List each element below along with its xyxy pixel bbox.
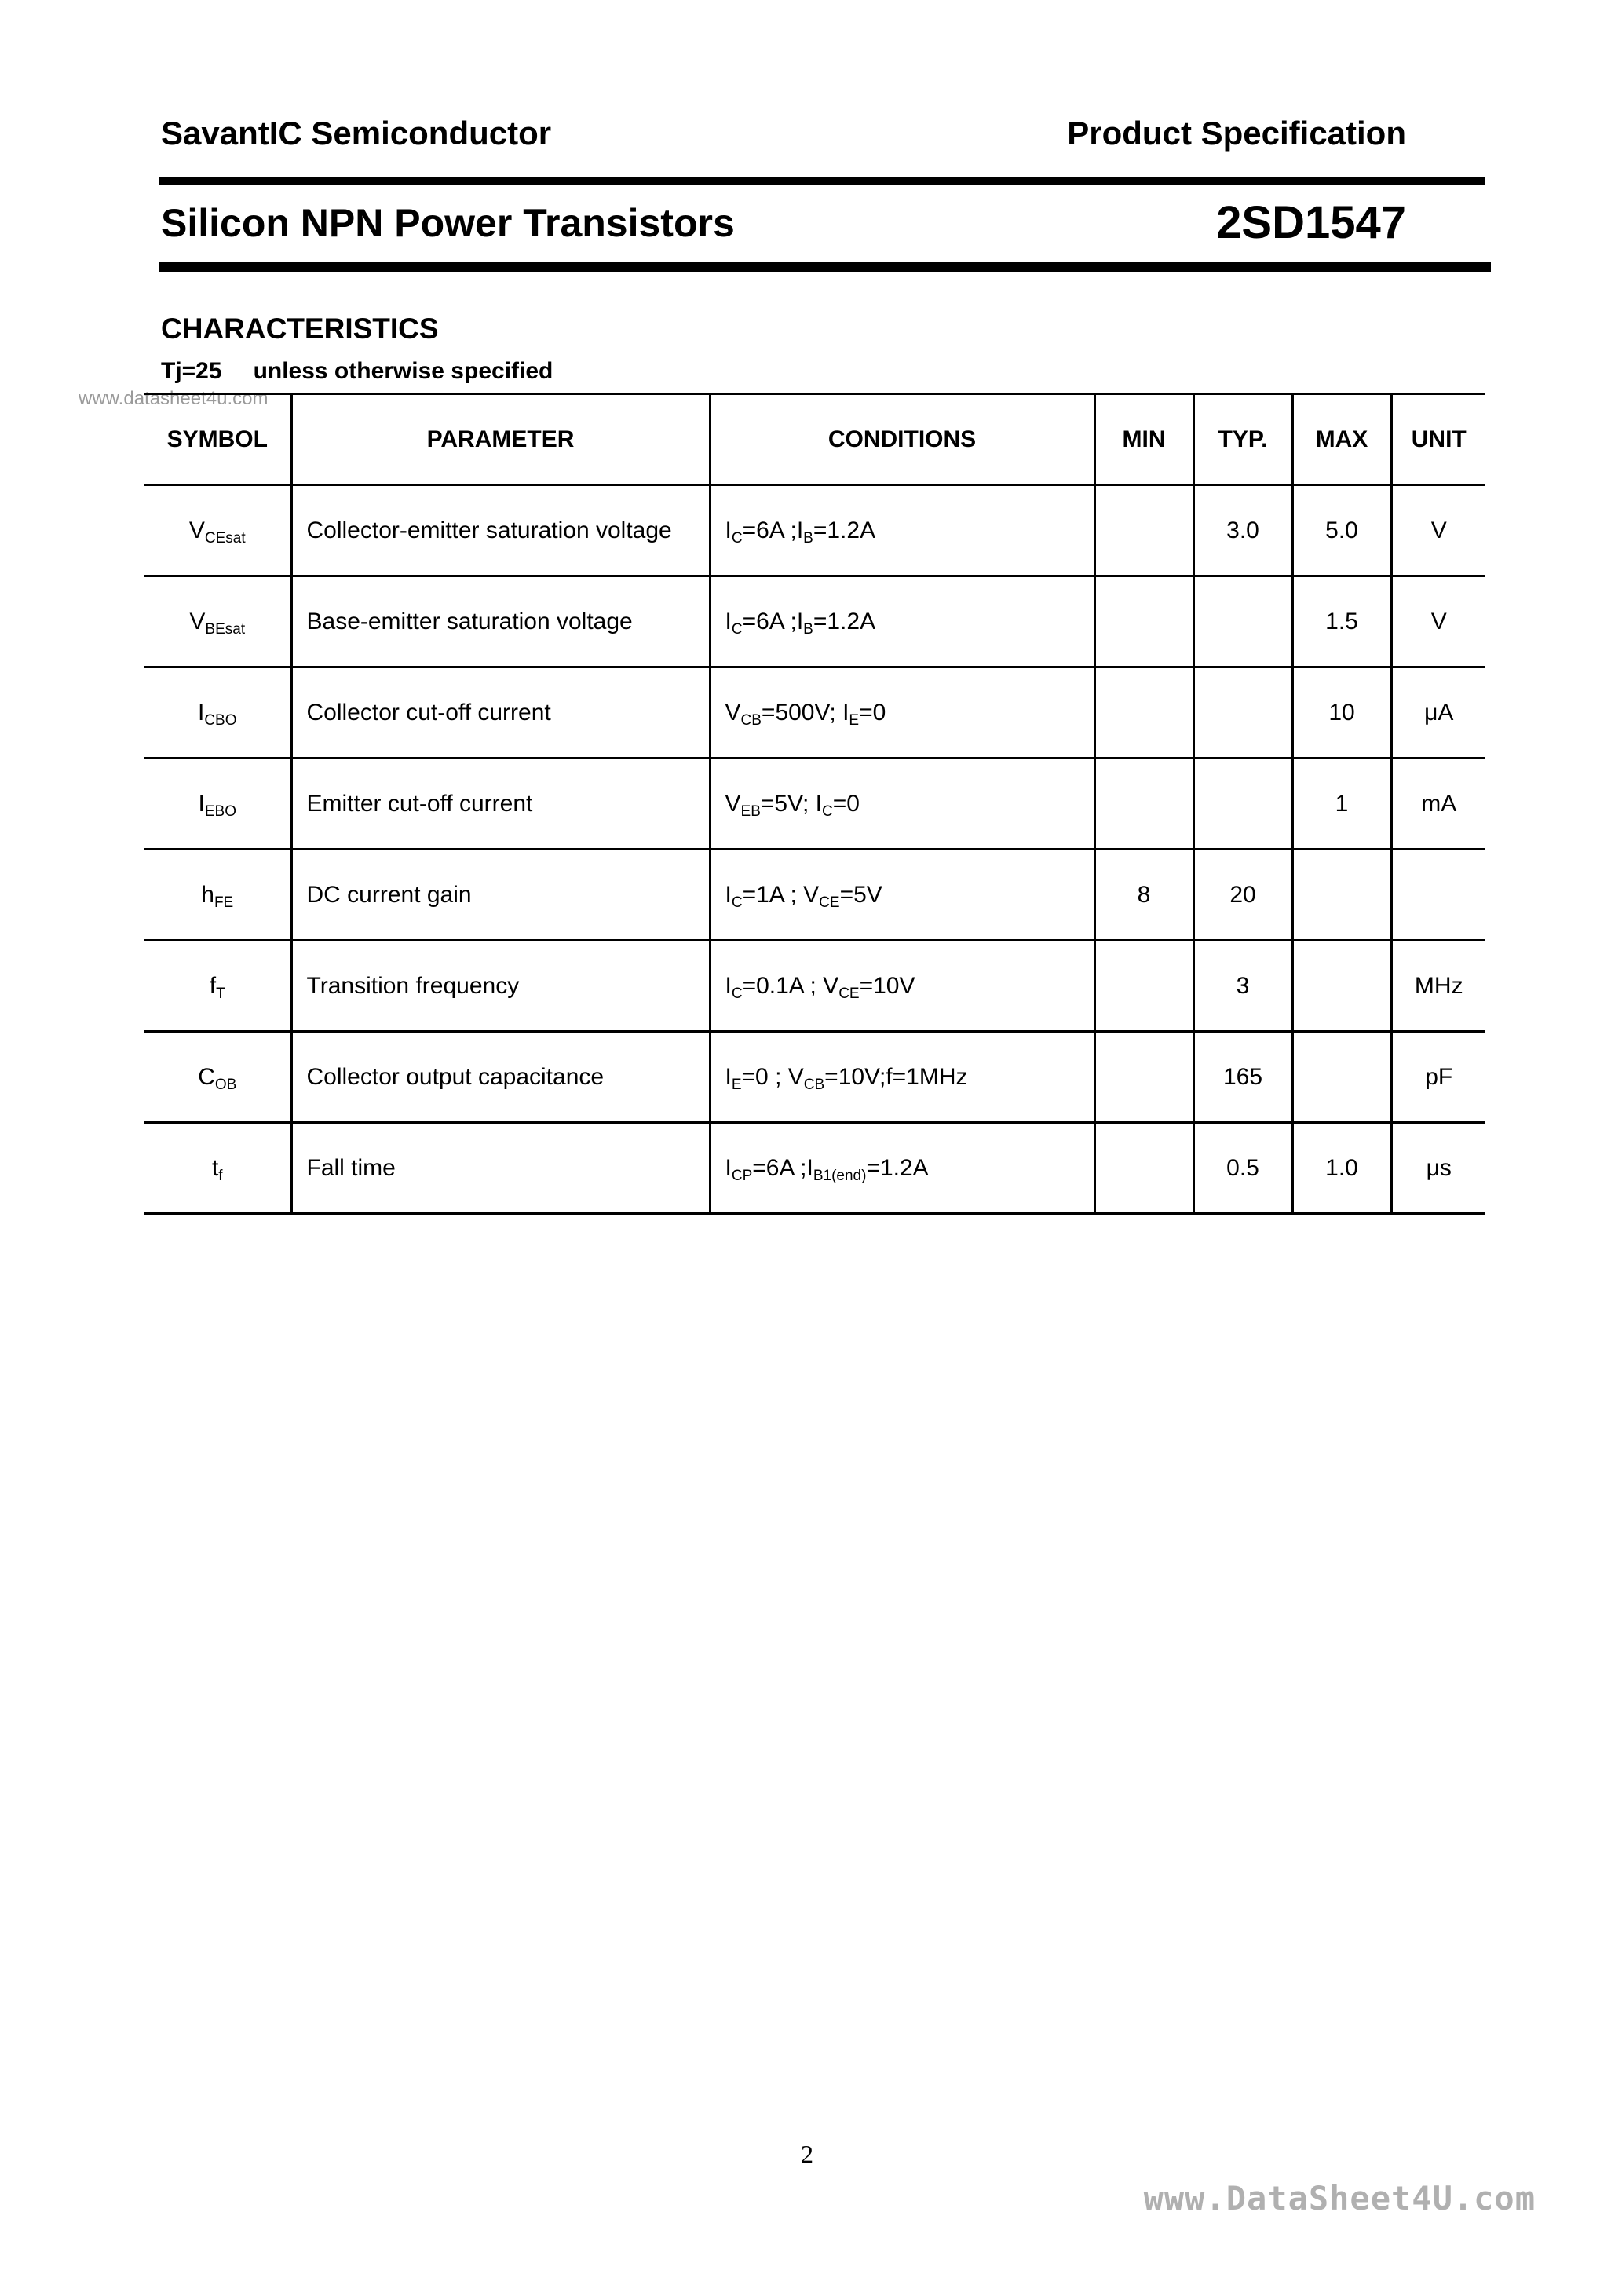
condition-value: =10V	[859, 972, 915, 999]
symbol-subscript: BEsat	[205, 620, 246, 638]
cell-typ: 3	[1193, 941, 1292, 1032]
condition-value: =1.2A	[866, 1154, 929, 1181]
cell-unit: V	[1391, 485, 1485, 576]
symbol-base: I	[198, 790, 205, 817]
condition-var: I	[725, 608, 732, 634]
cell-parameter: Transition frequency	[291, 941, 710, 1032]
cell-conditions	[710, 485, 1094, 576]
symbol-subscript: EBO	[204, 803, 236, 820]
cell-min	[1094, 1123, 1193, 1214]
watermark-bottom[interactable]: www.DataSheet4U.com	[1143, 2179, 1536, 2217]
condition-subscript: CE	[819, 894, 840, 911]
condition-var: I	[842, 699, 849, 726]
condition-subscript: CB	[803, 1076, 825, 1093]
table-row	[144, 485, 1485, 576]
symbol-base: V	[189, 608, 206, 634]
symbol-base: f	[209, 972, 217, 999]
cell-max: 1.0	[1292, 1123, 1391, 1214]
condition-var: I	[725, 972, 732, 999]
condition-subscript: B	[803, 620, 813, 638]
cell-typ	[1193, 667, 1292, 759]
cell-unit: pF	[1391, 1032, 1485, 1123]
cell-unit: μA	[1391, 667, 1485, 759]
cell-symbol	[144, 485, 291, 576]
cell-max: 5.0	[1292, 485, 1391, 576]
condition-var: I	[796, 608, 804, 634]
condition-subscript: CE	[838, 985, 860, 1002]
condition-subscript: C	[731, 985, 743, 1002]
col-header-max: MAX	[1292, 394, 1391, 485]
cell-max: 10	[1292, 667, 1391, 759]
condition-subscript: C	[822, 803, 833, 820]
condition-var: I	[806, 1154, 813, 1181]
condition-value: =5V;	[760, 790, 816, 817]
document-type: Product Specification	[1067, 115, 1406, 152]
condition-value: =6A ;	[752, 1154, 807, 1181]
condition-value: =1A ;	[742, 881, 804, 908]
condition-tj: Tj=25	[161, 358, 222, 384]
cell-conditions	[710, 850, 1094, 941]
symbol-subscript: FE	[214, 894, 234, 911]
condition-value: =1.2A	[813, 608, 876, 634]
cell-unit: V	[1391, 576, 1485, 667]
cell-unit: mA	[1391, 759, 1485, 850]
cell-typ: 3.0	[1193, 485, 1292, 576]
col-header-conditions: CONDITIONS	[710, 394, 1094, 485]
condition-subscript: B1(end)	[813, 1167, 867, 1184]
cell-conditions	[710, 576, 1094, 667]
condition-subscript: EB	[740, 803, 761, 820]
cell-max: 1.5	[1292, 576, 1391, 667]
col-header-parameter: PARAMETER	[291, 394, 710, 485]
table-header-row	[144, 394, 1485, 485]
cell-unit	[1391, 850, 1485, 941]
cell-parameter: DC current gain	[291, 850, 710, 941]
condition-value: =6A ;	[742, 608, 797, 634]
company-name: SavantIC Semiconductor	[161, 115, 552, 152]
condition-subscript: B	[803, 529, 813, 547]
col-header-min: MIN	[1094, 394, 1193, 485]
cell-max: 1	[1292, 759, 1391, 850]
cell-min	[1094, 667, 1193, 759]
condition-value: =0.1A ;	[742, 972, 824, 999]
table-row	[144, 759, 1485, 850]
condition-value: =0 ;	[741, 1063, 788, 1090]
condition-var: I	[725, 1154, 732, 1181]
cell-unit: MHz	[1391, 941, 1485, 1032]
condition-value: =0	[832, 790, 860, 817]
cell-unit: μs	[1391, 1123, 1485, 1214]
cell-min	[1094, 941, 1193, 1032]
condition-var: I	[725, 1063, 732, 1090]
cell-typ	[1193, 576, 1292, 667]
cell-min: 8	[1094, 850, 1193, 941]
cell-min	[1094, 1032, 1193, 1123]
symbol-subscript: OB	[214, 1076, 237, 1093]
cell-max	[1292, 1032, 1391, 1123]
characteristics-table	[144, 393, 1485, 1215]
cell-min	[1094, 485, 1193, 576]
symbol-subscript: f	[218, 1167, 223, 1184]
condition-var: V	[823, 972, 839, 999]
page-number: 2	[801, 2140, 813, 2168]
condition-var: V	[725, 790, 741, 817]
col-header-unit: UNIT	[1391, 394, 1485, 485]
cell-symbol	[144, 667, 291, 759]
symbol-base: C	[198, 1063, 215, 1090]
cell-conditions	[710, 759, 1094, 850]
col-header-symbol: SYMBOL	[166, 426, 268, 452]
symbol-base: h	[201, 881, 214, 908]
cell-typ: 20	[1193, 850, 1292, 941]
cell-symbol	[144, 1123, 291, 1214]
symbol-base: t	[211, 1154, 219, 1181]
condition-var: I	[725, 517, 732, 543]
condition-value: =0	[859, 699, 886, 726]
part-number: 2SD1547	[1216, 197, 1406, 248]
symbol-subscript: T	[216, 985, 225, 1002]
cell-conditions	[710, 667, 1094, 759]
condition-value: =500V;	[761, 699, 843, 726]
cell-parameter: Emitter cut-off current	[291, 759, 710, 850]
cell-min	[1094, 576, 1193, 667]
table-row	[144, 850, 1485, 941]
condition-subscript: CP	[731, 1167, 753, 1184]
symbol-base: I	[197, 699, 205, 726]
symbol-base: V	[188, 517, 205, 543]
cell-symbol	[144, 759, 291, 850]
symbol-subscript: CBO	[204, 711, 237, 729]
header-rule-top	[159, 177, 1485, 185]
symbol-subscript: CEsat	[204, 529, 246, 547]
cell-symbol	[144, 850, 291, 941]
table-row	[144, 941, 1485, 1032]
condition-var: V	[787, 1063, 804, 1090]
condition-value: =6A ;	[742, 517, 797, 543]
condition-subscript: C	[731, 529, 743, 547]
condition-value: =10V;f=1MHz	[824, 1063, 968, 1090]
table-row	[144, 1123, 1485, 1214]
cell-min	[1094, 759, 1193, 850]
cell-typ	[1193, 759, 1292, 850]
cell-conditions	[710, 1123, 1094, 1214]
cell-symbol	[144, 1032, 291, 1123]
condition-var: V	[803, 881, 820, 908]
condition-subscript: CB	[740, 711, 762, 729]
col-header-typ: TYP.	[1193, 394, 1292, 485]
cell-max	[1292, 941, 1391, 1032]
table-row	[144, 1032, 1485, 1123]
cell-parameter: Fall time	[291, 1123, 710, 1214]
document-title: Silicon NPN Power Transistors	[161, 201, 735, 245]
cell-conditions	[710, 1032, 1094, 1123]
cell-parameter: Collector cut-off current	[291, 667, 710, 759]
cell-conditions	[710, 941, 1094, 1032]
header-rule-bottom	[159, 262, 1491, 272]
cell-max	[1292, 850, 1391, 941]
table-row	[144, 576, 1485, 667]
cell-parameter: Collector-emitter saturation voltage	[291, 485, 710, 576]
cell-typ: 0.5	[1193, 1123, 1292, 1214]
section-heading: CHARACTERISTICS	[161, 313, 439, 345]
watermark-top[interactable]: www.datasheet4u.com	[79, 388, 269, 409]
cell-typ: 165	[1193, 1032, 1292, 1123]
cell-symbol	[144, 576, 291, 667]
cell-symbol	[144, 941, 291, 1032]
condition-subscript: C	[731, 620, 743, 638]
condition-subscript: C	[731, 894, 743, 911]
condition-var: I	[796, 517, 804, 543]
table-row	[144, 667, 1485, 759]
condition-note: unless otherwise specified	[253, 358, 553, 384]
condition-value: =5V	[839, 881, 882, 908]
test-condition	[161, 358, 553, 385]
condition-value: =1.2A	[813, 517, 876, 543]
condition-var: I	[815, 790, 822, 817]
condition-subscript: E	[849, 711, 860, 729]
condition-var: I	[725, 881, 732, 908]
cell-parameter: Collector output capacitance	[291, 1032, 710, 1123]
cell-parameter: Base-emitter saturation voltage	[291, 576, 710, 667]
condition-subscript: E	[731, 1076, 742, 1093]
condition-var: V	[725, 699, 741, 726]
